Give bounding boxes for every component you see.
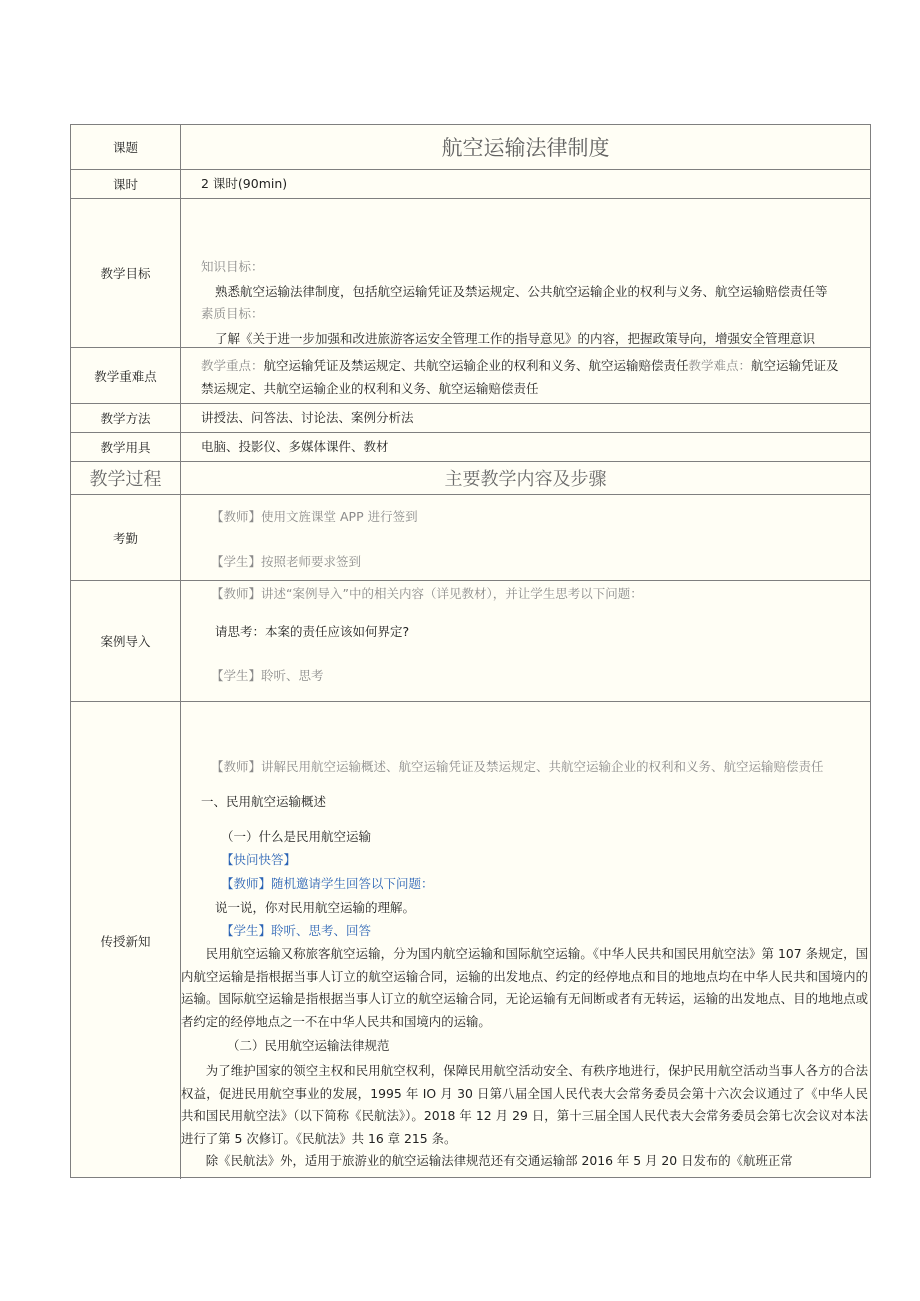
topic-title: 航空运输法律制度 [441,136,610,160]
knowledge-title: 知识目标： [201,259,264,274]
teacher-ask: 【教师】随机邀请学生回答以下问题： [221,876,434,891]
tools-label: 教学用具 [71,433,181,461]
knowledge-text: 熟悉航空运输法律制度，包括航空运输凭证及禁运规定、公共航空运输企业的权利与义务、航空运输赔偿责任等 [215,284,828,299]
quick-qa-label: 【快问快答】 [221,852,297,867]
case-question: 请思考：本案的责任应该如何界定? [215,624,410,639]
hours-row [71,170,870,199]
attendance-label: 考勤 [71,495,181,580]
new-content-label: 传授新知 [71,702,181,1179]
topic-row [71,125,870,170]
methods-label: 教学方法 [71,404,181,432]
student-response: 【学生】聆听、思考、回答 [221,923,372,938]
topic-label: 课题 [71,125,181,169]
focus-title: 教学重点： [201,358,264,373]
subsection-1-title: （一）什么是民用航空运输 [221,829,372,844]
process-header-row [71,462,870,495]
focus-text: 航空运输凭证及禁运规定、共航空运输企业的权利和义务、航空运输赔偿责任 [263,358,689,373]
new-content-row [71,702,870,1179]
difficulty-title: 教学难点： [688,358,752,373]
case-student: 【学生】聆听、思考 [211,668,324,683]
objectives-label: 教学目标 [71,199,181,347]
tools-value: 电脑、投影仪、多媒体课件、教材 [201,439,389,454]
process-header-left: 教学过程 [71,462,181,494]
key-points-label: 教学重难点 [71,348,181,403]
process-header-right: 主要教学内容及步骤 [444,469,607,490]
case-intro-label: 案例导入 [71,581,181,701]
discussion-question: 说一说，你对民用航空运输的理解。 [215,900,416,915]
difficulty-text-2: 禁运规定、共航空运输企业的权利和义务、航空运输赔偿责任 [201,381,539,396]
subsection-2-title: （二）民用航空运输法律规范 [227,1038,390,1053]
difficulty-text-1: 航空运输凭证及 [751,358,839,373]
case-teacher: 【教师】讲述“案例导入”中的相关内容（详见教材），并让学生思考以下问题： [211,586,643,601]
paragraph-3: 除《民航法》外，适用于旅游业的航空运输法律规范还有交通运输部 2016 年 5 月 20 日发布的《航班正常 [205,1153,793,1168]
case-intro-row [71,581,870,702]
attendance-teacher: 【教师】使用文旌课堂 APP 进行签到 [211,509,418,524]
paragraph-1: 民用航空运输又称旅客航空运输，分为国内航空运输和国际航空运输。《中华人民共和国民用航空法》第 107 条规定，国内航空运输是指根据当事人订立的航空运输合同，运输的出发地点、约定的经停地点和目的地地点均在中华人民共和国境内的运输。国际航空运输是指根据当事人订立的航空运输合同，无论运输有无间断或者有无转运，运输的出发地点、目的地地点或者约定的经停地点之一不在中华人民共和国境内的运输。 [181,946,868,1029]
key-points-line1 [201,357,864,375]
quality-text: 了解《关于进一步加强和改进旅游客运安全管理工作的指导意见》的内容，把握政策导向，增强安全管理意识 [215,331,816,346]
methods-row [71,404,870,433]
tools-row [71,433,870,462]
attendance-row [71,495,870,581]
hours-label: 课时 [71,170,181,198]
section-1-title: 一、民用航空运输概述 [201,794,327,809]
methods-value: 讲授法、问答法、讨论法、案例分析法 [201,410,414,425]
quality-title: 素质目标： [201,306,264,321]
objectives-row [71,199,870,348]
hours-value: 2 课时(90min) [201,176,288,191]
lesson-plan-table [70,124,871,1178]
new-teacher-intro: 【教师】讲解民用航空运输概述、航空运输凭证及禁运规定、共航空运输企业的权利和义务、航空运输赔偿责任 [211,759,824,774]
attendance-student: 【学生】按照老师要求签到 [211,554,362,569]
paragraph-2: 为了维护国家的领空主权和民用航空权利，保障民用航空活动安全、有秩序地进行，保护民用航空活动当事人各方的合法权益，促进民用航空事业的发展，1995 年 IO 月 30 日第八届全国人民代表大会常务委员会第十六次会议通过了《中华人民共和国民用航空法》（以下简称《民航法》）。2018 年 12 月 29 日，第十三届全国人民代表大会常务委员会第七次会议对本法进行了第 5 次修订。《民航法》共 16 章 215 条。 [181,1063,868,1146]
key-points-row [71,348,870,404]
